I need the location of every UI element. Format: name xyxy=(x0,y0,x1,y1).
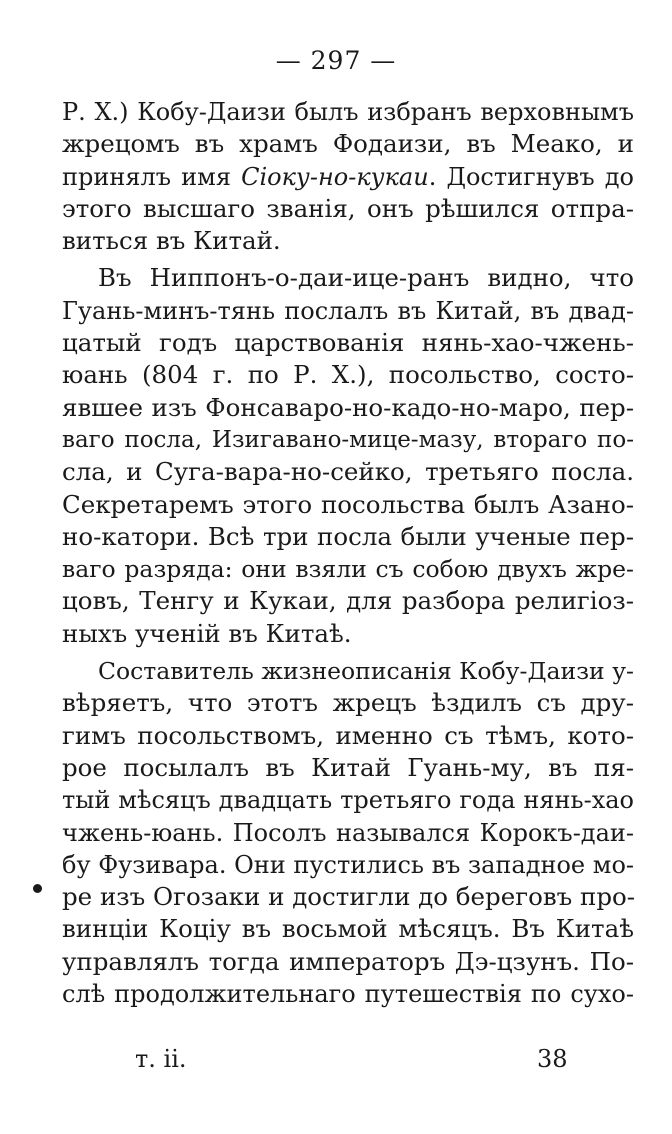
text-line: сла, и Суга-вара-но-сейко, третьяго посла. xyxy=(62,457,634,487)
text-line: рое посылалъ въ Китай Гуань-му, въ пя- xyxy=(62,752,634,782)
text-line: этого высшаго званія, онъ рѣшился отпра- xyxy=(62,193,634,223)
text-line: чжень-юань. Посолъ назывался Корокъ-даи- xyxy=(62,818,634,847)
text-line: Гуань-минъ-тянь послалъ въ Китай, въ двад- xyxy=(62,296,634,325)
text-line: гимъ посольствомъ, именно съ тѣмъ, кото- xyxy=(62,720,634,750)
text-line: ваго посла, Изигавано-мице-мазу, втораго по- xyxy=(62,426,634,453)
text-line: тый мѣсяцъ двадцать третьяго года нянь-хао xyxy=(62,786,634,815)
text-line: виться въ Китай. xyxy=(62,226,281,256)
text-line: Въ Ниппонъ-о-даи-ице-ранъ видно, что xyxy=(98,263,634,293)
sheet-signature: 38 xyxy=(537,1045,568,1073)
paragraph-3 xyxy=(62,655,634,1010)
text-line: ныхъ ученій въ Китаѣ. xyxy=(62,618,352,648)
body-text xyxy=(62,96,634,1010)
text-line: цовъ, Тенгу и Кукаи, для разбора религіоз- xyxy=(62,586,634,616)
text-line: Секретаремъ этого посольства былъ Азано- xyxy=(62,489,634,519)
text-line: явшее изъ Фонсаваро-но-кадо-но-маро, пер- xyxy=(62,392,634,422)
text-line: винціи Коціу въ восьмой мѣсяцъ. Въ Китаѣ xyxy=(62,914,634,944)
text-line: Р. Х.) Кобу-Даизи былъ избранъ верховнымъ xyxy=(62,98,634,126)
text-line: ре изъ Огозаки и достигли до береговъ про- xyxy=(62,882,636,912)
text-line: но-катори. Всѣ три посла были ученые пер- xyxy=(62,521,634,551)
page-footer xyxy=(0,1045,672,1079)
paragraph-2 xyxy=(62,262,634,650)
page-number: — 297 — xyxy=(275,46,397,75)
print-speck xyxy=(33,884,42,893)
paragraph-1 xyxy=(62,96,634,257)
text-line: цатый годъ царствованія нянь-хао-чжень- xyxy=(62,328,634,358)
volume-signature: т. ii. xyxy=(135,1045,187,1073)
text-line: ваго разряда: они взяли съ собою двухъ жре- xyxy=(62,555,634,584)
text-line: управлялъ тогда императоръ Дэ-цзунъ. По- xyxy=(62,946,634,976)
text-line: бу Фузивара. Они пустились въ западное мо- xyxy=(62,850,634,879)
text-line: вѣряетъ, что этотъ жрецъ ѣздилъ съ дру- xyxy=(62,688,634,718)
text-line: Составитель жизнеописанія Кобу-Даизи у- xyxy=(98,657,634,686)
text-line: жрецомъ въ храмъ Фодаизи, въ Меако, и xyxy=(62,129,634,159)
italic-name: Сіоку-но-кукаи xyxy=(241,162,429,191)
text-line: слѣ продолжительнаго путешествія по сухо- xyxy=(62,980,634,1009)
text-line: юань (804 г. по Р. Х.), посольство, состо- xyxy=(62,360,634,390)
text-line: принялъ имя Сіоку-но-кукаи. Достигнувъ до xyxy=(62,162,634,191)
